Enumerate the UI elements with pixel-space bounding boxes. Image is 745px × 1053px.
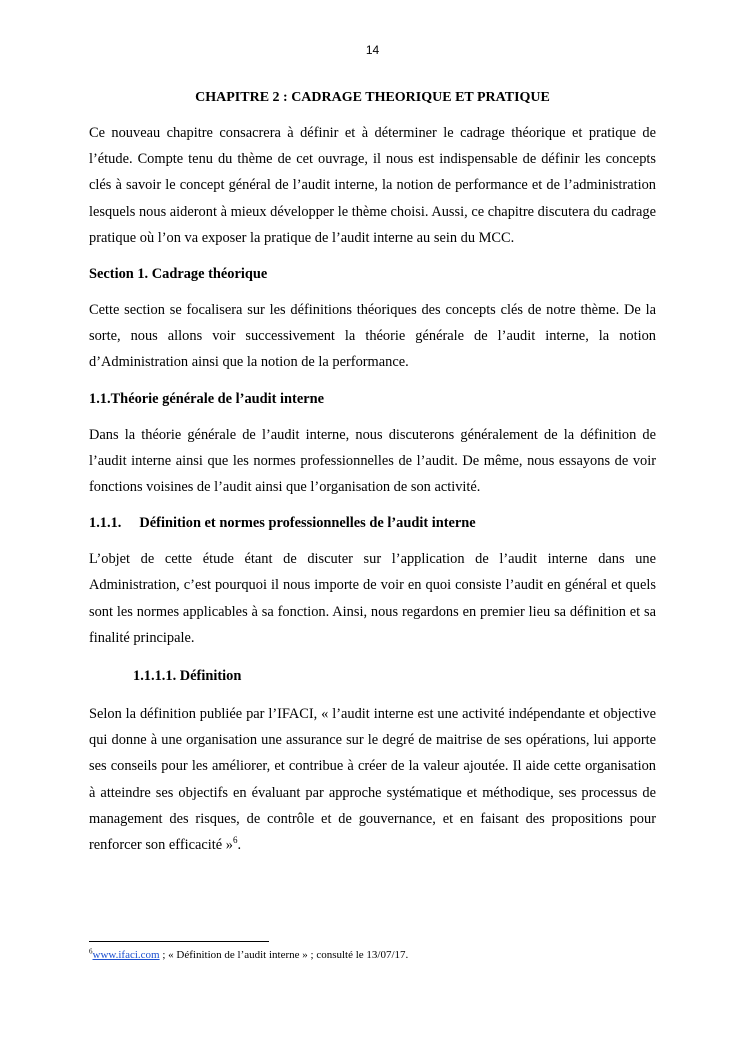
footnote-link[interactable]: www.ifaci.com: [92, 949, 160, 961]
subsection-1-1-1-title: Définition et normes professionnelles de l’audit interne: [139, 515, 476, 532]
footnote-separator: [89, 941, 269, 942]
page-number: 14: [365, 43, 380, 57]
document-body: [89, 88, 656, 858]
subsection-1-1-heading: 1.1.Théorie générale de l’audit interne: [89, 390, 325, 407]
subsection-1-1-1-paragraph: L’objet de cette étude étant de discuter sur l’application de l’audit interne dans une Administration, c’est pourquoi il nous importe de voir en quoi consiste l’audit en général et quels sont les normes applicables à sa fonction. Ainsi, nous regardons en premier lieu sa définition et sa finalité principale.: [89, 551, 656, 646]
subsection-1-1-1-heading: [89, 510, 656, 536]
subsection-1-1-1-number: 1.1.1.: [89, 515, 122, 532]
intro-paragraph: Ce nouveau chapitre consacrera à définir et à déterminer le cadrage théorique et pratique de l’étude. Compte tenu du thème de cet ouvrage, il nous est indispensable de définir les concepts clés à savoir le concept général de l’audit interne, la notion de performance et de l’administration lesquels nous aideront à mieux développer le thème choisi. Aussi, ce chapitre discutera du cadrage pratique où l’on va exposer la pratique de l’audit interne au sein du MCC.: [89, 125, 656, 246]
definition-paragraph: [89, 701, 656, 858]
definition-text: Selon la définition publiée par l’IFACI, « l’audit interne est une activité indépendante et objective qui donne à une organisation une assurance sur le degré de maitrise de ses opérations, lui apporte ses conseils pour les améliorer, et contribue à créer de la valeur ajoutée. Il aide cette organisation à atteindre ses objectifs en évaluant par approche systématique et méthodique, ses processus de management des risques, de contrôle et de gouvernance, et en faisant des propositions pour renforcer son efficacité »: [89, 706, 656, 854]
subsection-1-1-1-1-heading: 1.1.1.1. Définition: [133, 668, 242, 685]
chapter-title: CHAPITRE 2 : CADRAGE THEORIQUE ET PRATIQUE: [195, 90, 550, 105]
footnote-text: ; « Définition de l’audit interne » ; consulté le 13/07/17.: [159, 949, 409, 961]
definition-end-punct: .: [237, 837, 242, 854]
footnote-marker: 6: [89, 947, 93, 956]
section-1-heading: Section 1. Cadrage théorique: [89, 266, 268, 283]
footnote: [89, 948, 656, 962]
section-1-paragraph: Cette section se focalisera sur les définitions théoriques des concepts clés de notre thème. De la sorte, nous allons voir successivement la théorie générale de l’audit interne, la notion d’Administration ainsi que la notion de la performance.: [89, 302, 656, 371]
subsection-1-1-paragraph: Dans la théorie générale de l’audit interne, nous discuterons généralement de la définition de l’audit interne ainsi que les normes professionnelles de l’audit. De même, nous essayons de voir fonctions voisines de l’audit ainsi que l’organisation de son activité.: [89, 426, 656, 496]
footnote-reference[interactable]: 6: [232, 835, 238, 846]
